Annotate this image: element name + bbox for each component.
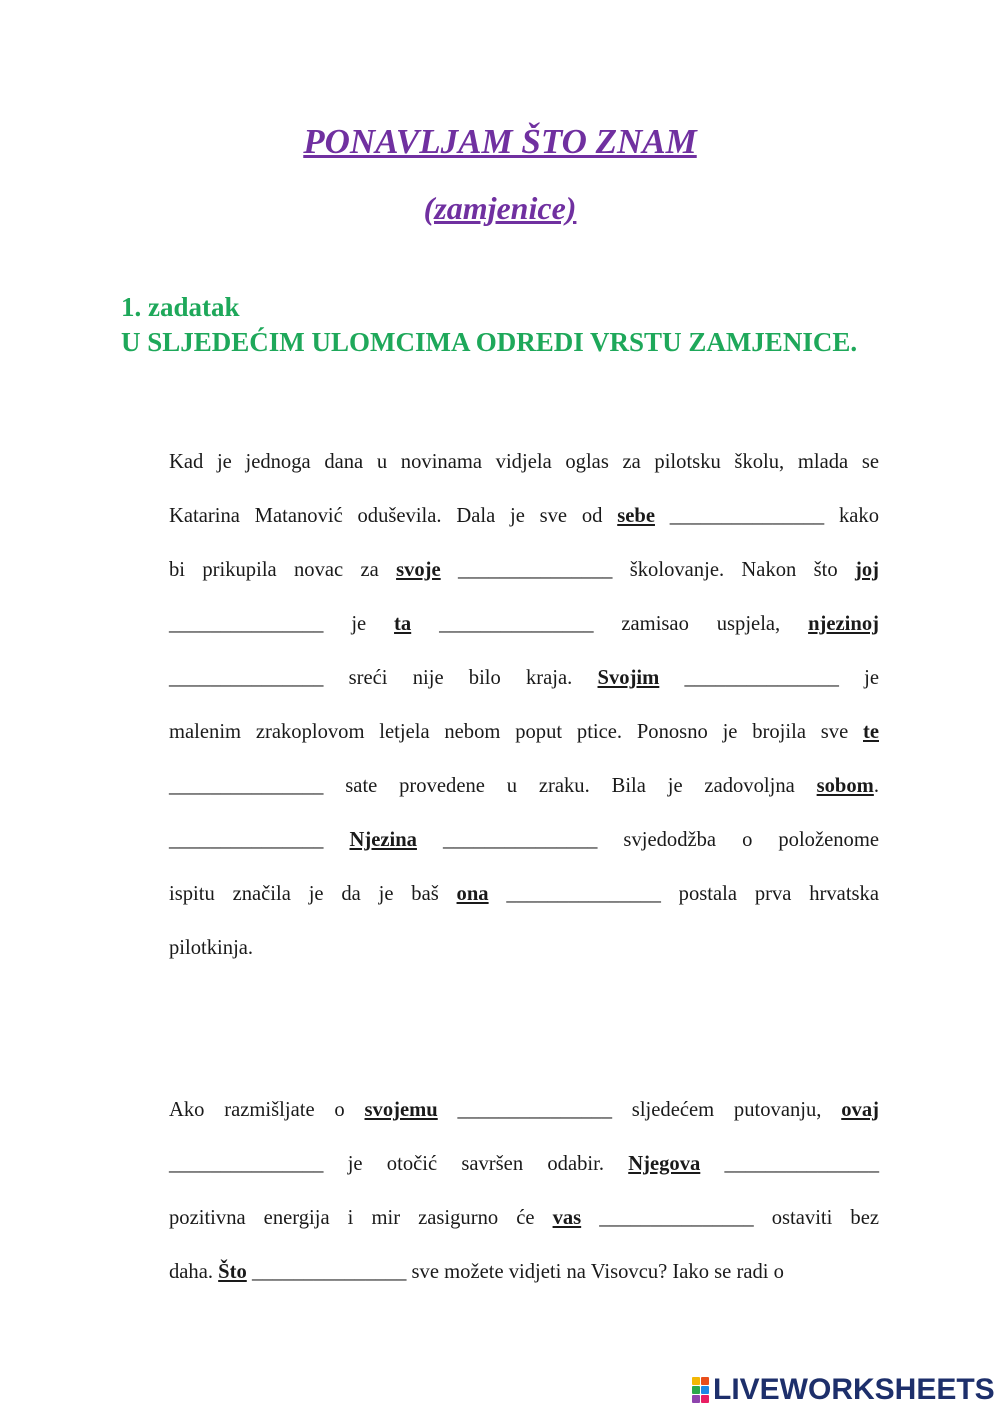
pronoun-word: svoje — [396, 559, 441, 581]
answer-blank[interactable]: _______________ — [669, 505, 825, 527]
task-number: 1. zadatak — [121, 292, 240, 322]
pronoun-word: svojemu — [364, 1099, 438, 1121]
paragraph-1 — [169, 435, 879, 975]
page-subtitle: (zamjenice) — [423, 190, 577, 226]
answer-blank[interactable]: _______________ — [724, 1153, 879, 1175]
pronoun-word: sebe — [617, 505, 655, 527]
answer-blank[interactable]: _______________ — [169, 667, 324, 689]
text-line: Ako razmišljate o svojemu _______________ sljedećem putovanju, ovaj — [169, 1099, 879, 1121]
text-line: _______________ sreći nije bilo kraja. Svojim _______________ je — [169, 667, 880, 689]
pronoun-word: Što — [218, 1261, 247, 1283]
text-line: _______________ Njezina _______________ svjedodžba o položenome — [169, 829, 880, 851]
text-line: daha. Što _______________ sve možete vidjeti na Visovcu? Iako se radi o — [169, 1261, 784, 1283]
text-line: pozitivna energija i mir zasigurno će vas _______________ ostaviti bez — [169, 1207, 880, 1229]
liveworksheets-logo — [692, 1372, 995, 1408]
text-line: ispitu značila je da je baš ona _______________ postala prva hrvatska — [169, 883, 879, 905]
pronoun-word: ona — [456, 883, 489, 905]
pronoun-word: Svojim — [597, 667, 660, 689]
answer-blank[interactable]: _______________ — [169, 775, 324, 797]
answer-blank[interactable]: _______________ — [457, 559, 613, 581]
pronoun-word: ta — [394, 613, 412, 635]
pronoun-word: Njezina — [349, 829, 417, 851]
text-line: pilotkinja. — [169, 937, 254, 959]
answer-blank[interactable]: _______________ — [169, 829, 324, 851]
text-line: Katarina Matanović oduševila. Dala je sve od sebe _______________ kako — [169, 505, 880, 527]
task-instruction: U SLJEDEĆIM ULOMCIMA ODREDI VRSTU ZAMJENICE. — [121, 327, 858, 357]
pronoun-word: njezinoj — [808, 613, 879, 635]
text-line: Kad je jednoga dana u novinama vidjela oglas za pilotsku školu, mlada se — [169, 451, 879, 473]
text-line: _______________ sate provedene u zraku. Bila je zadovoljna sobom. — [169, 775, 879, 797]
answer-blank[interactable]: _______________ — [599, 1207, 754, 1229]
page-title: PONAVLJAM ŠTO ZNAM — [303, 122, 697, 161]
pronoun-word: sobom — [816, 775, 874, 797]
text-line: _______________ je ta _______________ zamisao uspjela, njezinoj — [169, 613, 879, 635]
answer-blank[interactable]: _______________ — [251, 1261, 407, 1283]
answer-blank[interactable]: _______________ — [442, 829, 598, 851]
answer-blank[interactable]: _______________ — [684, 667, 839, 689]
pronoun-word: joj — [854, 559, 879, 581]
pronoun-word: te — [863, 721, 879, 743]
pronoun-word: vas — [552, 1207, 582, 1229]
pronoun-word: Njegova — [628, 1153, 701, 1175]
logo-text: LIVEWORKSHEETS — [713, 1373, 995, 1406]
answer-blank[interactable]: _______________ — [457, 1099, 612, 1121]
answer-blank[interactable]: _______________ — [439, 613, 594, 635]
paragraph-2 — [169, 1083, 879, 1299]
text-line: _______________ je otočić savršen odabir. Njegova _______________ — [169, 1153, 879, 1175]
text-line: bi prikupila novac za svoje _______________ školovanje. Nakon što joj — [169, 559, 879, 581]
logo-blocks-icon — [692, 1377, 709, 1403]
answer-blank[interactable]: _______________ — [169, 1153, 324, 1175]
answer-blank[interactable]: _______________ — [506, 883, 661, 905]
text-line: malenim zrakoplovom letjela nebom poput ptice. Ponosno je brojila sve te — [169, 721, 879, 743]
answer-blank[interactable]: _______________ — [169, 613, 324, 635]
pronoun-word: ovaj — [841, 1099, 879, 1121]
